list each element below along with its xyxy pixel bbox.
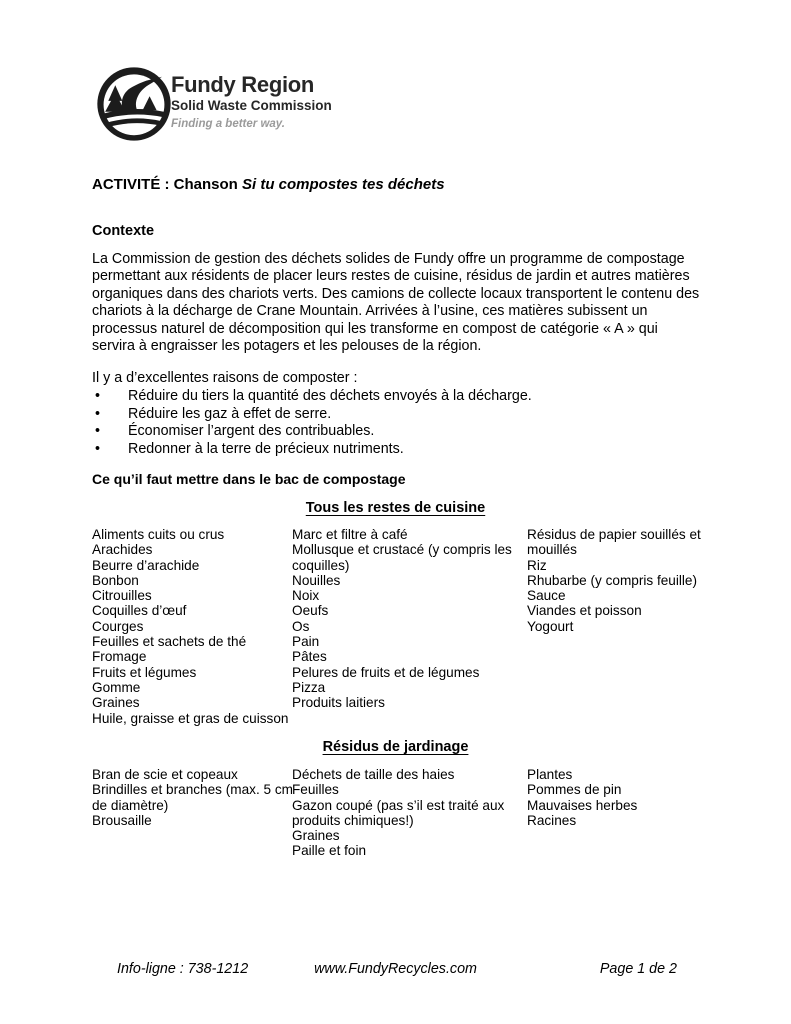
kitchen-item: Arachides xyxy=(92,542,153,558)
kitchen-item: Pelures de fruits et de légumes xyxy=(292,664,480,680)
kitchen-item: Viandes et poisson xyxy=(527,603,642,619)
garden-item: Pommes de pin xyxy=(527,782,622,798)
kitchen-item: Courges xyxy=(92,618,144,634)
kitchen-item: Fruits et légumes xyxy=(92,664,197,680)
kitchen-item: Graines xyxy=(92,695,140,711)
kitchen-column-2 xyxy=(292,527,527,726)
kitchen-item: Coquilles d’œuf xyxy=(92,603,187,619)
reasons-intro: Il y a d’excellentes raisons de composter : xyxy=(92,370,358,386)
kitchen-item: Sauce xyxy=(527,588,566,604)
kitchen-item: Os xyxy=(292,618,310,634)
footer-info-line: Info-ligne : 738-1212 xyxy=(117,961,249,977)
kitchen-item: Aliments cuits ou crus xyxy=(92,527,225,542)
kitchen-item: Feuilles et sachets de thé xyxy=(92,634,247,650)
footer-website: www.FundyRecycles.com xyxy=(314,961,477,977)
garden-item: Paille et foin xyxy=(292,843,367,859)
garden-item: Feuilles xyxy=(292,782,339,798)
kitchen-item: Beurre d’arachide xyxy=(92,557,200,573)
garden-item: Brousaille xyxy=(92,812,152,828)
kitchen-item: Noix xyxy=(292,588,320,604)
footer-page-number: Page 1 de 2 xyxy=(599,961,677,977)
garden-section-title xyxy=(0,739,791,755)
kitchen-item: Gomme xyxy=(92,679,141,695)
page-footer xyxy=(0,961,791,981)
kitchen-column-1 xyxy=(92,527,292,726)
kitchen-column-3 xyxy=(527,527,717,726)
title-song-name: Si tu compostes tes déchets xyxy=(242,176,445,193)
logo-name: Fundy Region xyxy=(171,72,315,97)
kitchen-item: Mollusque et crustacé (y compris les xyxy=(292,542,512,558)
reason-item: • Redonner à la terre de précieux nutriments. xyxy=(92,441,702,459)
kitchen-item: Huile, graisse et gras de cuisson xyxy=(92,710,289,726)
logo-subtitle: Solid Waste Commission xyxy=(171,98,332,113)
garden-list xyxy=(92,767,717,859)
garden-item: Déchets de taille des haies xyxy=(292,767,455,782)
garden-section-title-text: Résidus de jardinage xyxy=(322,739,469,755)
garden-item: Plantes xyxy=(527,767,573,782)
compost-reasons-list xyxy=(92,388,702,458)
kitchen-item: Pizza xyxy=(292,679,326,695)
garden-item: Racines xyxy=(527,812,577,828)
reason-item: • Économiser l’argent des contribuables. xyxy=(92,423,702,441)
title-prefix: ACTIVITÉ : Chanson xyxy=(92,176,242,193)
kitchen-item: Résidus de papier souillés et xyxy=(527,527,701,542)
fundy-logo xyxy=(95,64,332,144)
kitchen-section-title-text: Tous les restes de cuisine xyxy=(305,500,486,516)
garden-item: Graines xyxy=(292,828,340,844)
kitchen-item: Pain xyxy=(292,634,320,650)
kitchen-item: Citrouilles xyxy=(92,588,152,604)
kitchen-item: Nouilles xyxy=(292,572,341,588)
garden-item: Brindilles et branches (max. 5 cm xyxy=(92,782,293,798)
kitchen-item: Bonbon xyxy=(92,572,139,588)
garden-column-2 xyxy=(292,767,527,859)
reason-item: • Réduire du tiers la quantité des déchets envoyés à la décharge. xyxy=(92,388,702,406)
kitchen-item: mouillés xyxy=(527,542,577,558)
kitchen-list xyxy=(92,527,717,726)
document-title xyxy=(92,176,445,193)
kitchen-item: coquilles) xyxy=(292,557,350,573)
garden-item: Bran de scie et copeaux xyxy=(92,767,238,782)
reason-item: • Réduire les gaz à effet de serre. xyxy=(92,406,702,424)
kitchen-item: Fromage xyxy=(92,649,147,665)
logo-text xyxy=(171,72,332,132)
contexte-heading: Contexte xyxy=(92,223,155,239)
kitchen-item: Marc et filtre à café xyxy=(292,527,408,542)
garden-item: de diamètre) xyxy=(92,797,169,813)
kitchen-item: Produits laitiers xyxy=(292,695,385,711)
garden-item: Gazon coupé (pas s’il est traité aux xyxy=(292,797,505,813)
garden-column-1 xyxy=(92,767,292,859)
kitchen-section-title xyxy=(0,500,791,516)
kitchen-item: Rhubarbe (y compris feuille) xyxy=(527,572,697,588)
garden-item: produits chimiques!) xyxy=(292,812,414,828)
kitchen-item: Oeufs xyxy=(292,603,329,619)
contexte-paragraph: La Commission de gestion des déchets solides de Fundy offre un programme de compostage permettant aux résidents de placer leurs restes de cuisine, résidus de jardin et autres matières organiques dans des chariots verts. Des camions de collecte locaux transportent le contenu des chariots à la décharge de Crane Mountain. Arrivées à l’usine, ces matières subissent un processus naturel de décomposition qui les transforme en compost de catégorie « A » qui servira à engraisser les potagers et les pelouses de la région. xyxy=(92,251,700,355)
kitchen-item: Riz xyxy=(527,557,547,573)
logo-tagline: Finding a better way. xyxy=(171,118,285,130)
garden-column-3 xyxy=(527,767,717,859)
bac-compostage-heading: Ce qu’il faut mettre dans le bac de compostage xyxy=(92,471,406,487)
kitchen-item: Pâtes xyxy=(292,649,327,665)
heron-logo-icon xyxy=(95,64,173,144)
garden-item: Mauvaises herbes xyxy=(527,797,638,813)
kitchen-item: Yogourt xyxy=(527,618,574,634)
